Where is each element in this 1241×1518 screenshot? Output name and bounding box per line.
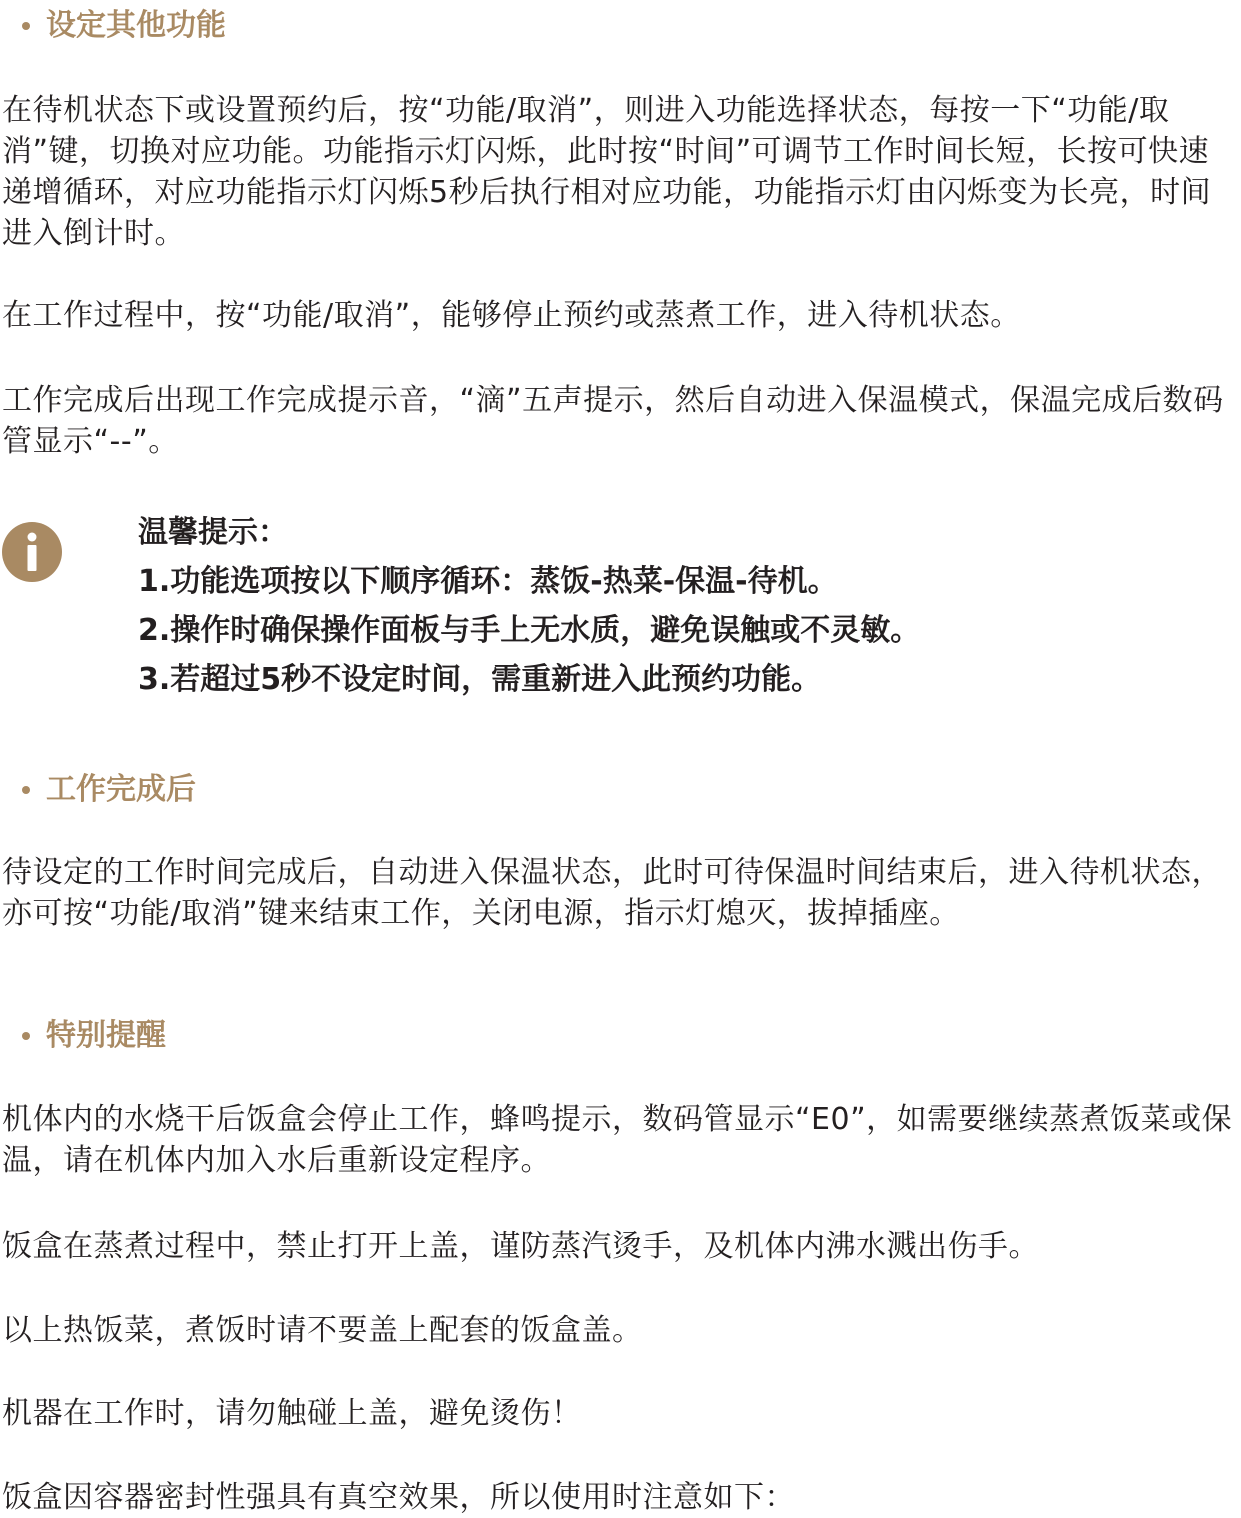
paragraph-work-complete-tone: 工作完成后出现工作完成提示音，“滴”五声提示，然后自动进入保温模式，保温完成后数码管显示“--”。: [2, 383, 1224, 459]
paragraph-cancel-work: 在工作过程中，按“功能/取消”，能够停止预约或蒸煮工作，进入待机状态。: [2, 298, 1021, 333]
tip-item: 1.功能选项按以下顺序循环：蒸饭-热菜-保温-待机。: [138, 564, 838, 599]
tip-item: 2.操作时确保操作面板与手上无水质，避免误触或不灵敏。: [138, 613, 921, 648]
section-heading-text: 特别提醒: [46, 1018, 166, 1053]
bullet-dot: [22, 1032, 30, 1040]
paragraph-no-lid-cover: 以上热饭菜，煮饭时请不要盖上配套的饭盒盖。: [2, 1313, 643, 1348]
tip-item: 3.若超过5秒不设定时间，需重新进入此预约功能。: [138, 662, 822, 697]
paragraph-function-select: 在待机状态下或设置预约后，按“功能/取消”，则进入功能选择状态，每按一下“功能/取消”键，切换对应功能。功能指示灯闪烁，此时按“时间”可调节工作时间长短，长按可快速递增循环，对应功能指示灯闪烁5秒后执行相对应功能，功能指示灯由闪烁变为长亮，时间进入倒计时。: [2, 93, 1212, 251]
section-heading-other-functions: [22, 6, 226, 46]
section-heading-text: 设定其他功能: [46, 8, 226, 43]
paragraph-dry-boil: 机体内的水烧干后饭盒会停止工作，蜂鸣提示，数码管显示“E0”，如需要继续蒸煮饭菜或保温，请在机体内加入水后重新设定程序。: [2, 1102, 1233, 1178]
section-heading-special-reminder: [22, 1016, 166, 1056]
bullet-dot: [22, 786, 30, 794]
section-heading-text: 工作完成后: [46, 772, 196, 807]
bullet-dot: [22, 22, 30, 30]
info-icon: [2, 522, 62, 582]
paragraph-vacuum-notice: 饭盒因容器密封性强具有真空效果，所以使用时注意如下：: [2, 1480, 795, 1515]
tip-list: [138, 508, 1238, 704]
paragraph-no-open-lid: 饭盒在蒸煮过程中，禁止打开上盖，谨防蒸汽烫手，及机体内沸水溅出伤手。: [2, 1229, 1039, 1264]
tip-box: [0, 508, 1241, 708]
tip-title: 温馨提示：: [138, 515, 288, 550]
paragraph-no-touch-lid: 机器在工作时，请勿触碰上盖，避免烫伤！: [2, 1396, 582, 1431]
section-heading-after-work: [22, 770, 196, 810]
paragraph-after-work: 待设定的工作时间完成后，自动进入保温状态，此时可待保温时间结束后，进入待机状态，亦可按“功能/取消”键来结束工作，关闭电源，指示灯熄灭，拔掉插座。: [2, 855, 1222, 931]
